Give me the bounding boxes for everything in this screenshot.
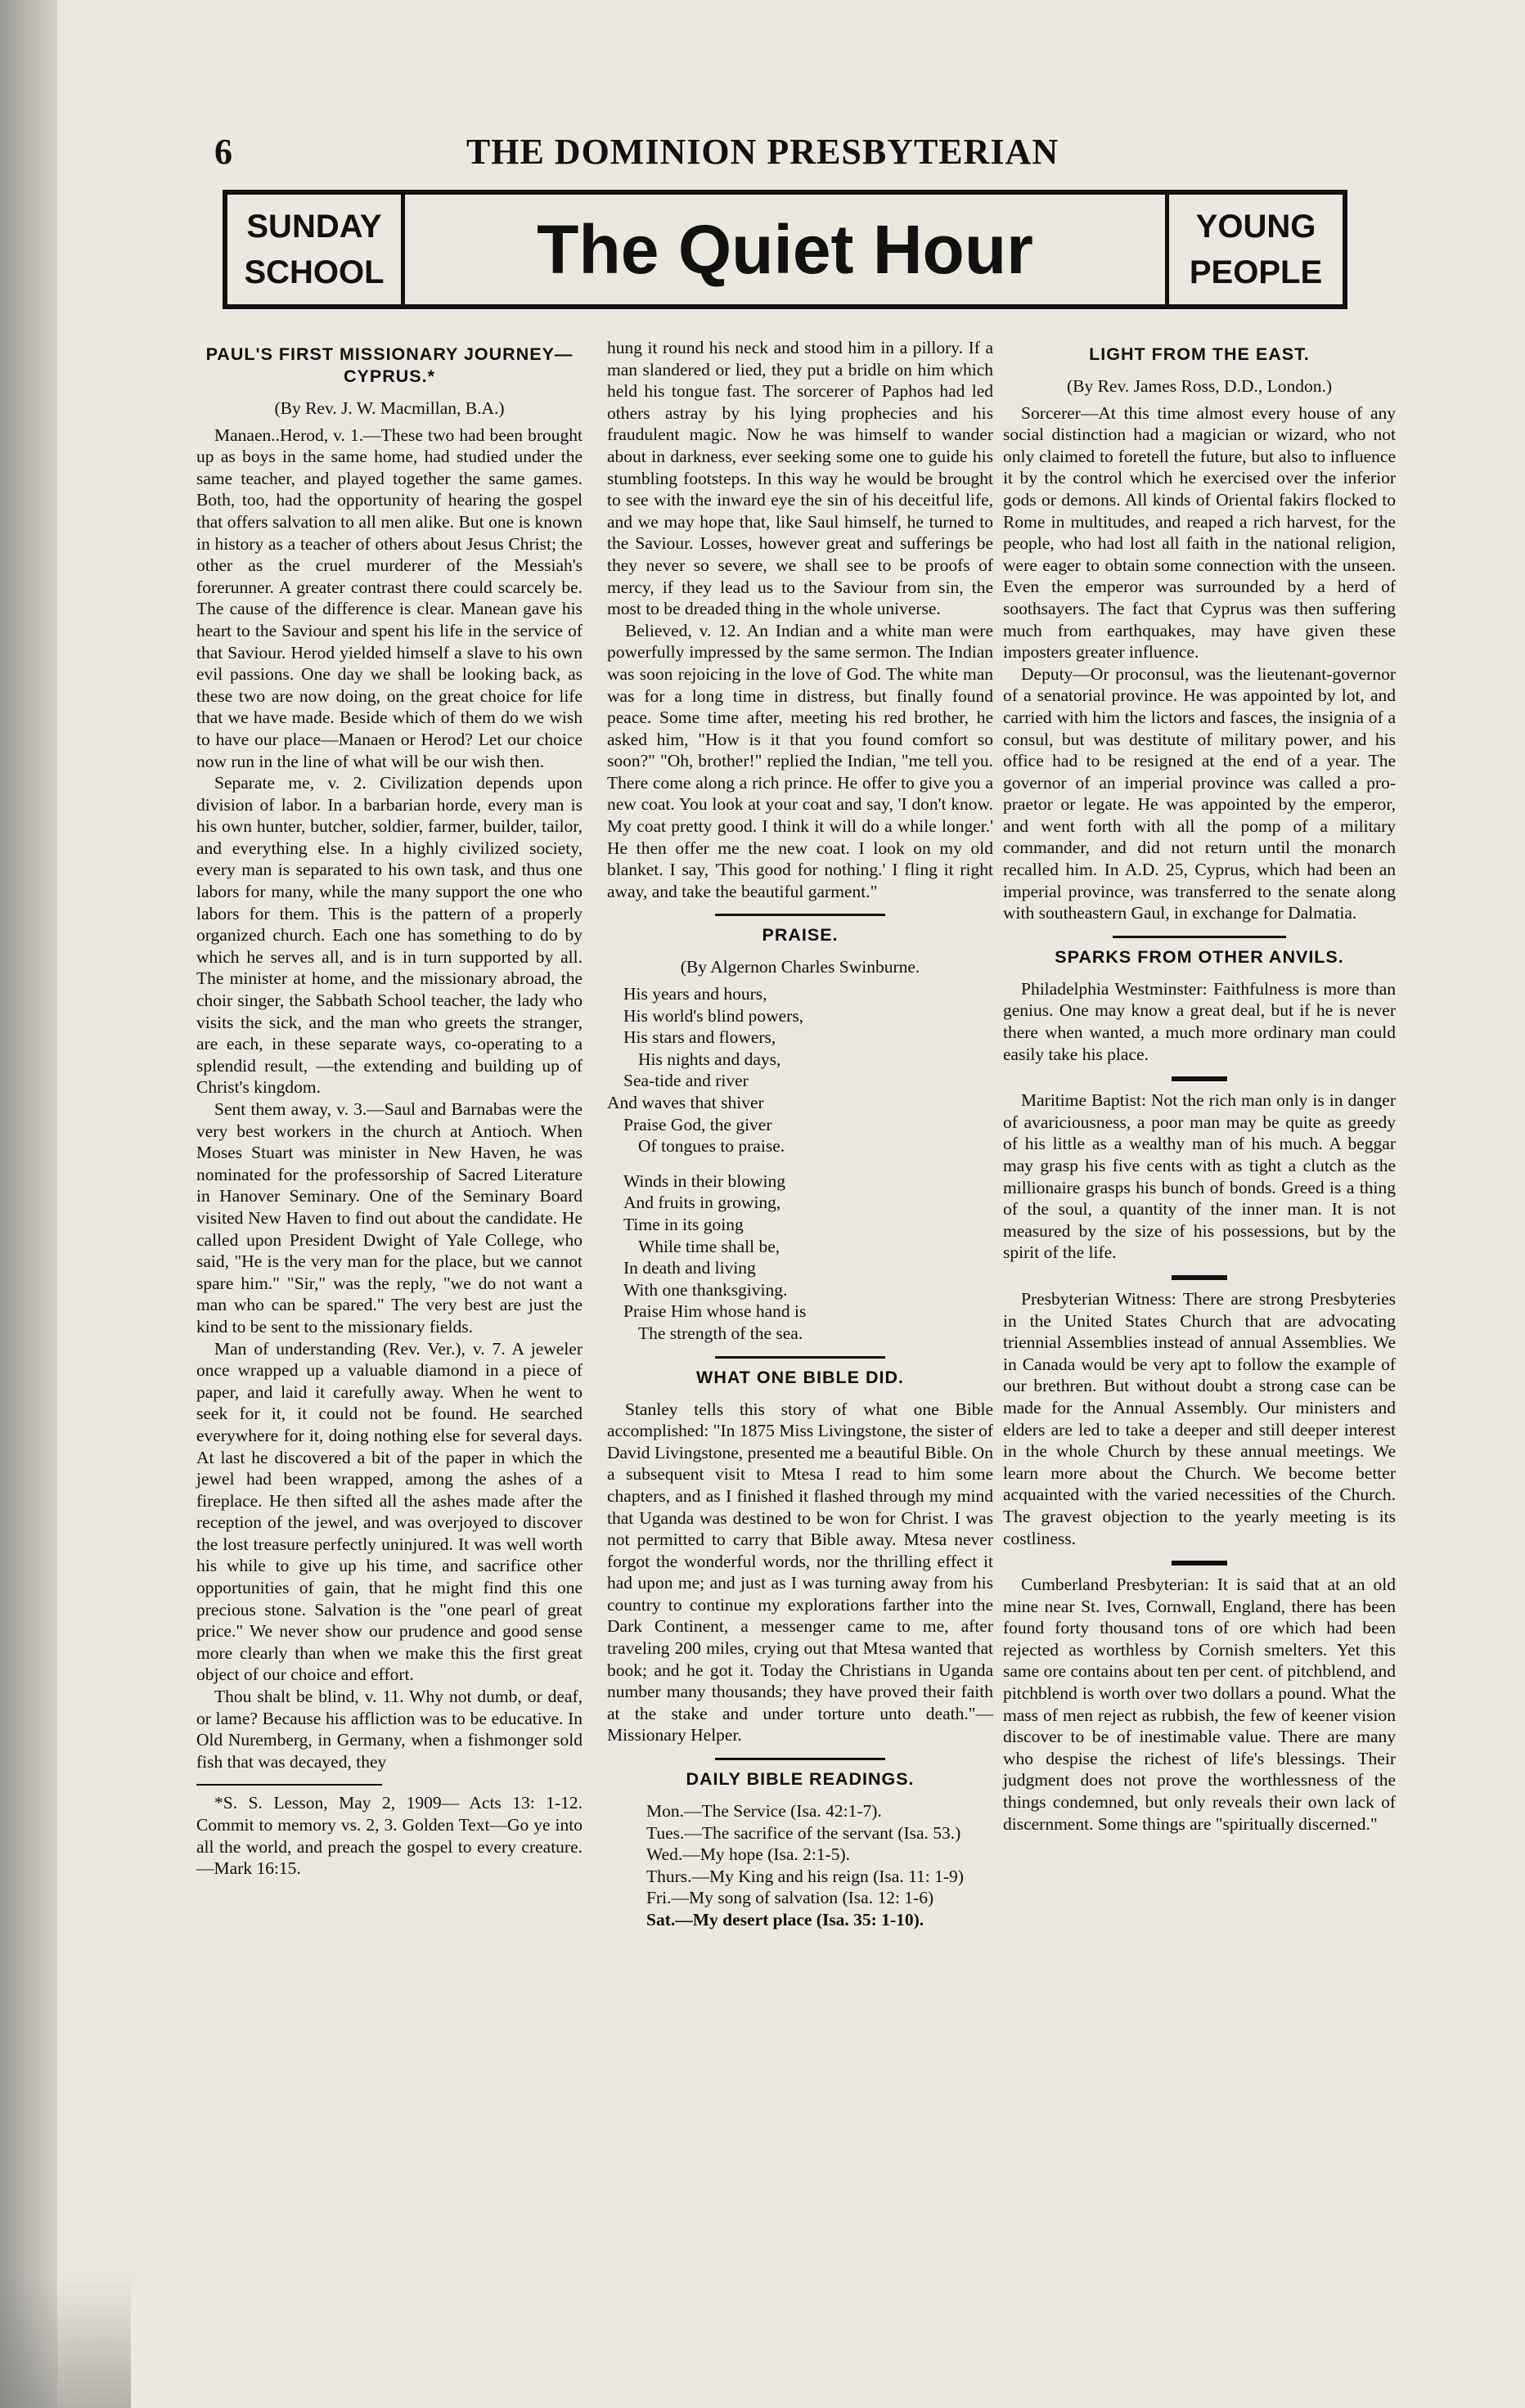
scan-shadow (0, 2274, 131, 2408)
article-paragraph: Sent them away, v. 3.—Saul and Barnabas were the very best workers in the church at Antioch. When Moses Stuart was minister in New Haven, he was nominated for the professorship of Sacred Literature in Hanover Seminary. One of the Seminary Board visited New Haven to find out about the candidate. He called upon President Dwight of Yale College, who said, "He is the very man for the place, but we cannot spare him." "Sir," was the reply, "we do not want a man who can be spared." The very best are just the kind to be sent to the missionary fields. (196, 1099, 583, 1337)
sparks-item: Cumberland Presbyterian: It is said that at an old mine near St. Ives, Cornwall, England, there has been found forty thousand tons of ore which had been rejected as worthless by Cornish smelters. Yet this same ore contains about ten per cent. of pitchblend, and pitchblend is worth over two dollars a pound. What the mass of men reject as rubbish, the few of keener vision discover to be of inestimable value. There are many who despise the richest of life's blessings. Their judgment does not prove the worthlessness of the things condemned, but only reveals their own lack of discernment. Some things are "spiritually discerned." (1003, 1575, 1396, 1834)
article-byline: (By Rev. J. W. Macmillan, B.A.) (274, 398, 505, 418)
publication-title: THE DOMINION PRESBYTERIAN (466, 132, 1059, 172)
poem-line: And fruits in growing, (623, 1193, 781, 1213)
article-paragraph: Sorcerer—At this time almost every house of any social distinction had a magician or wizard, who not only claimed to foretell the future, but also to influence it by the control which he exercised over the inferior gods or demons. All kinds of Oriental fakirs flocked to Rome in multitudes, and reaped a rich harvest, for the people, who had lost all faith in the national religion, were eager to obtain some connection with the unseen. Even the emperor was surrounded by a herd of soothsayers. The fact that Cyprus was then suffering much from earthquakes, may have given these imposters greater influence. (1003, 402, 1396, 663)
poem-line: His years and hours, (623, 984, 767, 1004)
reading-item: Thurs.—My King and his reign (Isa. 11: 1-9) (646, 1866, 964, 1886)
scan-margin (0, 0, 57, 2408)
poem-byline: (By Algernon Charles Swinburne. (680, 957, 920, 977)
section-banner (223, 190, 1347, 309)
poem-line: Winds in their blowing (623, 1170, 785, 1191)
footnote: *S. S. Lesson, May 2, 1909— Acts 13: 1-12. Commit to memory vs. 2, 3. Golden Text—Go ye into all the world, and preach the gospel to every creature.—Mark 16:15. (196, 1793, 583, 1879)
banner-left-line2: SCHOOL (244, 254, 385, 290)
poem-line: And waves that shiver (607, 1093, 764, 1112)
article-paragraph: Man of understanding (Rev. Ver.), v. 7. A jeweler once wrapped up a valuable diamond in a piece of paper, and laid it carefully away. When he went to seek for it, it could not be found. He searched everywhere for it, doing nothing else for several days. At last he discovered a bit of the paper in which the jewel had been wrapped, among the ashes of a fireplace. He then sifted all the ashes made after the reception of the jewel, and was overjoyed to discover the lost treasure perfectly uninjured. It was well worth his while to give up his time, and sacrifice other opportunities of gain, that he might find this one precious stone. Salvation is the "one pearl of great price." We never show our prudence and good sense more clearly than when we make this the first great object of our choice and effort. (196, 1338, 583, 1685)
item-divider (1172, 1076, 1226, 1081)
poem-line: The strength of the sea. (638, 1323, 803, 1343)
banner-right (1165, 195, 1343, 304)
poem-line: His nights and days, (638, 1049, 781, 1069)
poem-body (607, 983, 993, 1345)
column-3 (1003, 337, 1396, 1835)
readings-title: DAILY BIBLE READINGS. (686, 1769, 915, 1790)
footnote-divider (196, 1784, 382, 1786)
reading-item: Tues.—The sacrifice of the servant (Isa. 53.) (646, 1822, 961, 1843)
sparks-item: Philadelphia Westminster: Faithfulness is more than genius. One may know a great deal, but if he is never there when wanted, a much more ordinary man could easily take his place. (1003, 978, 1396, 1064)
article-byline: (By Rev. James Ross, D.D., London.) (1066, 376, 1333, 396)
poem-line: Of tongues to praise. (638, 1136, 785, 1157)
item-divider (1172, 1561, 1226, 1566)
poem-line: With one thanksgiving. (623, 1279, 788, 1300)
banner-left (227, 195, 405, 304)
poem-line: In death and living (623, 1258, 756, 1278)
column-2 (607, 337, 993, 1931)
poem-line: Praise Him whose hand is (623, 1301, 807, 1322)
poem-stanza (623, 1170, 993, 1345)
article-title: LIGHT FROM THE EAST. (1089, 344, 1310, 364)
section-divider (715, 914, 885, 916)
reading-item: Wed.—My hope (Isa. 2:1-5). (646, 1844, 851, 1865)
poem-title: PRAISE. (762, 925, 839, 946)
article-paragraph: Manaen..Herod, v. 1.—These two had been brought up as boys in the same home, had studied under the same teacher, and played together the same games. Both, too, had the opportunity of hearing the gospel that offers salvation to all men alike. But one is known in history as a teacher of others about Jesus Christ; the other as the cruel murderer of the Messiah's forerunner. A greater contrast there could scarcely be. The cause of the difference is clear. Manean gave his heart to the Saviour and spent his life in the service of that Saviour. Herod yielded himself a slave to his own evil passions. One day we shall be looking back, as these two are now doing, on the great choice for life that we have made. Beside which of them do we wish to have our place—Manaen or Herod? Let our choice now run in the line of what will be our wish then. (196, 425, 583, 771)
banner-title: The Quiet Hour (537, 210, 1033, 288)
banner-right-line1: YOUNG (1195, 209, 1316, 245)
poem-line: Sea-tide and river (623, 1071, 749, 1091)
poem-line: Time in its going (623, 1214, 744, 1234)
item-divider (1172, 1275, 1226, 1280)
article-paragraph: Believed, v. 12. An Indian and a white man were powerfully impressed by the same sermon. The Indian was soon rejoicing in the love of God. The white man was for a long time in distress, but finally found peace. Some time after, meeting his red brother, he asked him, "How is it that you found comfort so soon?" "Oh, brother!" replied the Indian, "me tell you. There come along a rich prince. He offer to give you a new coat. You look at your coat and say, 'I don't know. My coat pretty good. I think it will do a while longer.' He then offer me the new coat. I look on my old blanket. I say, 'This good for nothing.' I fling it right away, and take the beautiful garment." (607, 620, 993, 901)
article-title: WHAT ONE BIBLE DID. (696, 1367, 904, 1387)
page-number: 6 (214, 132, 232, 172)
article-paragraph: hung it round his neck and stood him in a pillory. If a man slandered or lied, they put a bridle on him which held his tongue fast. The sorcerer of Paphos had led others astray by his lying prophecies and his fraudulent magic. Now he was himself to wander about in darkness, ever seeking some one to guide his stumbling footsteps. In this way he would be brought to see with the inward eye the sin of his deceitful life, and we may hope that, like Saul himself, he turned to the Saviour. Losses, however great and sufferings be they never so severe, we shall see to be proofs of mercy, if they lead us to the Saviour from sin, the most to be dreaded thing in the whole universe. (607, 338, 993, 619)
sparks-item: Presbyterian Witness: There are strong Presbyteries in the United States Church that are advocating triennial Assemblies instead of annual Assemblies. We in Canada would be very apt to follow the example of our brethren. But without doubt a strong case can be made for the Annual Assembly. Our ministers and elders are led to take a deeper and still deeper interest in the whole Church by these annual meetings. We learn more about the Church. We become better acquainted with the varied necessities of the Church. The gravest objection to the yearly meeting is its costliness. (1003, 1288, 1396, 1548)
article-paragraph: Deputy—Or proconsul, was the lieutenant-governor of a senatorial province. He was appointed by lot, and carried with him the lictors and fasces, the insignia of a consul, but was destitute of military power, and his office had to be resigned at the end of a year. The governor of an imperial province was called a pro-praetor or legate. He was appointed by the emperor, and went forth with all the pomp of a military commander, and did not return until the monarch recalled him. In A.D. 25, Cyprus, which had been an imperial province, was transferred to the senate along with southeastern Gaul, in exchange for Dalmatia. (1003, 663, 1396, 923)
poem-line: His stars and flowers, (623, 1027, 776, 1048)
article-paragraph: Thou shalt be blind, v. 11. Why not dumb, or deaf, or lame? Because his affliction was to be educative. In Old Nuremberg, in Germany, when a fishmonger sold fish that was decayed, they (196, 1687, 583, 1772)
poem-line: Praise God, the giver (623, 1114, 772, 1134)
article-paragraph: Stanley tells this story of what one Bible accomplished: "In 1875 Miss Livingstone, the sister of David Livingstone, presented me a beautiful Bible. On a subsequent visit to Mtesa I read to him some chapters, and as I finished it flashed through my mind that Uganda was destined to be won for Christ. I was not permitted to carry that Bible away. Mtesa never forgot the wonderful words, nor the thrilling effect it had upon me; and just as I was turning away from his country to continue my explorations farther into the Dark Continent, a messenger came to me, after traveling 200 miles, crying out that Mtesa wanted that book; and he got it. Today the Christians in Uganda number many thousands; they have proved their faith at the stake and under torture unto death."—Missionary Helper. (607, 1399, 993, 1745)
article-title: PAUL'S FIRST MISSIONARY JOURNEY—CYPRUS.* (205, 344, 574, 386)
section-divider (715, 1758, 885, 1760)
reading-item: Sat.—My desert place (Isa. 35: 1-10). (646, 1910, 924, 1930)
reading-item: Fri.—My song of salvation (Isa. 12: 1-6) (646, 1888, 934, 1908)
column-1 (196, 337, 583, 1880)
article-paragraph: Separate me, v. 2. Civilization depends upon division of labor. In a barbarian horde, every man is his own hunter, butcher, soldier, farmer, builder, tailor, and everything else. In a highly civilized society, every man is separated to his own task, and thus one labors for many, while the many support the one who labors for them. This is the pattern of a properly organized church. Each one has something to do by which he serves all, and is in turn supported by all. The minister at home, and the missionary abroad, the choir singer, the Sabbath School teacher, the lady who visits the sick, and the man who greets the stranger, are each, in these separate ways, co-operating to a splendid result, —the extending and building up of Christ's kingdom. (196, 773, 583, 1098)
banner-left-line1: SUNDAY (246, 209, 382, 245)
reading-item: Mon.—The Service (Isa. 42:1-7). (646, 1801, 882, 1822)
poem-line: While time shall be, (638, 1236, 780, 1256)
running-header (0, 131, 1525, 180)
banner-right-line2: PEOPLE (1189, 254, 1323, 290)
section-divider (715, 1356, 885, 1359)
sparks-item: Maritime Baptist: Not the rich man only is in danger of avariciousness, a poor man may be quite as greedy of his little as a wealthy man of his much. A beggar may grasp his five cents with as tight a clutch as the millionaire grasps his bunch of bonds. Greed is a thing of the soul, a quantity of the inner man. It is not measured by the size of his possessions, but by the spirit of the life. (1003, 1090, 1396, 1263)
sparks-title: SPARKS FROM OTHER ANVILS. (1055, 946, 1344, 967)
section-divider (1113, 936, 1285, 938)
poem-line: His world's blind powers, (623, 1005, 804, 1026)
